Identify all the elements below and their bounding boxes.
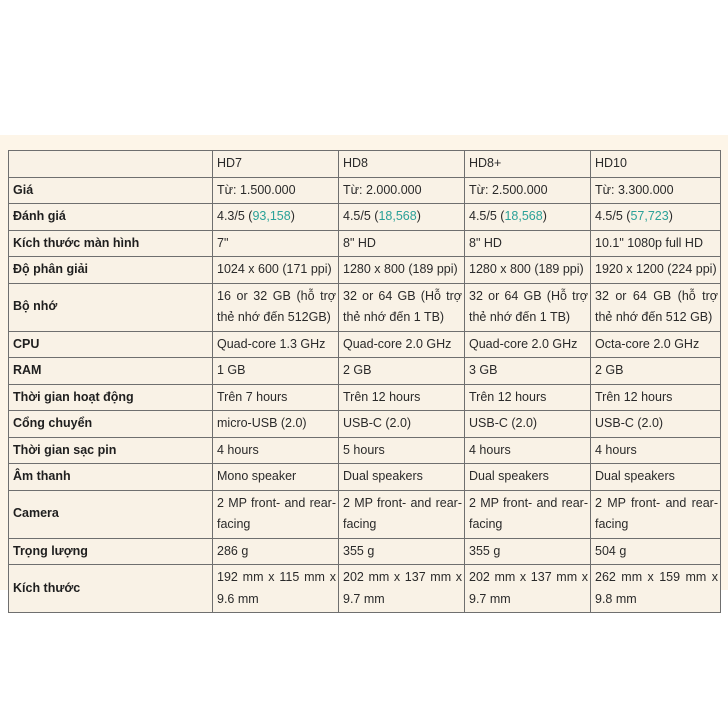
rating-score: 4.3/5 [217, 209, 245, 223]
cell: 32 or 64 GB (Hỗ trợ thẻ nhớ đến 1 TB) [339, 283, 465, 331]
cell: 7" [213, 230, 339, 257]
cell: 8" HD [465, 230, 591, 257]
cell: Từ: 2.000.000 [339, 177, 465, 204]
row-label: CPU [9, 331, 213, 358]
comparison-table [8, 150, 721, 613]
cell: Từ: 3.300.000 [591, 177, 721, 204]
cell: 262 mm x 159 mm x 9.8 mm [591, 565, 721, 613]
cell: Octa-core 2.0 GHz [591, 331, 721, 358]
cell: Trên 12 hours [339, 384, 465, 411]
table-row [9, 464, 721, 491]
row-label: Thời gian hoạt động [9, 384, 213, 411]
table-row [9, 230, 721, 257]
row-label: Kích thước màn hình [9, 230, 213, 257]
cell: 1280 x 800 (189 ppi) [465, 257, 591, 284]
table-row [9, 437, 721, 464]
table-row [9, 204, 721, 231]
cell: 1920 x 1200 (224 ppi) [591, 257, 721, 284]
cell: 2 MP front- and rear-facing [339, 490, 465, 538]
cell: 32 or 64 GB (hỗ trợ thẻ nhớ đến 512 GB) [591, 283, 721, 331]
cell: Trên 7 hours [213, 384, 339, 411]
cell: 4 hours [465, 437, 591, 464]
cell: 8" HD [339, 230, 465, 257]
row-label: Thời gian sạc pin [9, 437, 213, 464]
table-row [9, 490, 721, 538]
table-row [9, 538, 721, 565]
row-label: Trọng lượng [9, 538, 213, 565]
row-label: Kích thước [9, 565, 213, 613]
cell: 1 GB [213, 358, 339, 385]
row-label: Bộ nhớ [9, 283, 213, 331]
row-label: Camera [9, 490, 213, 538]
cell: Trên 12 hours [591, 384, 721, 411]
rating-score: 4.5/5 [595, 209, 623, 223]
review-count-link[interactable]: 93,158 [252, 209, 291, 223]
table-row [9, 411, 721, 438]
table-header-row [9, 151, 721, 178]
review-count-link[interactable]: 18,568 [378, 209, 417, 223]
review-count-link[interactable]: 57,723 [630, 209, 669, 223]
cell: Từ: 2.500.000 [465, 177, 591, 204]
cell: 202 mm x 137 mm x 9.7 mm [465, 565, 591, 613]
cell: 504 g [591, 538, 721, 565]
rating-score: 4.5/5 [343, 209, 371, 223]
cell: 2 GB [591, 358, 721, 385]
cell: 286 g [213, 538, 339, 565]
cell: 355 g [339, 538, 465, 565]
cell: 10.1" 1080p full HD [591, 230, 721, 257]
cell: Mono speaker [213, 464, 339, 491]
cell: 1280 x 800 (189 ppi) [339, 257, 465, 284]
table-row [9, 384, 721, 411]
row-label: Độ phân giải [9, 257, 213, 284]
cell: 2 MP front- and rear-facing [465, 490, 591, 538]
header-hd10: HD10 [591, 151, 721, 178]
row-label: RAM [9, 358, 213, 385]
cell: Quad-core 2.0 GHz [465, 331, 591, 358]
cell: 1024 x 600 (171 ppi) [213, 257, 339, 284]
header-hd8: HD8 [339, 151, 465, 178]
cell: 2 MP front- and rear-facing [213, 490, 339, 538]
review-count-link[interactable]: 18,568 [504, 209, 543, 223]
table-row [9, 331, 721, 358]
cell: micro-USB (2.0) [213, 411, 339, 438]
row-label: Đánh giá [9, 204, 213, 231]
table-row [9, 358, 721, 385]
row-label: Cổng chuyển [9, 411, 213, 438]
cell: Quad-core 2.0 GHz [339, 331, 465, 358]
header-hd7: HD7 [213, 151, 339, 178]
header-empty-cell [9, 151, 213, 178]
cell: 32 or 64 GB (Hỗ trợ thẻ nhớ đến 1 TB) [465, 283, 591, 331]
cell: 5 hours [339, 437, 465, 464]
cell: 16 or 32 GB (hỗ trợ thẻ nhớ đến 512GB) [213, 283, 339, 331]
cell: 4.5/5 (18,568) [339, 204, 465, 231]
cell: USB-C (2.0) [465, 411, 591, 438]
rating-score: 4.5/5 [469, 209, 497, 223]
cell: 355 g [465, 538, 591, 565]
cell: Dual speakers [339, 464, 465, 491]
cell: 4 hours [591, 437, 721, 464]
row-label: Âm thanh [9, 464, 213, 491]
table-row [9, 283, 721, 331]
cell: 4.5/5 (57,723) [591, 204, 721, 231]
cell: USB-C (2.0) [339, 411, 465, 438]
cell: 4.5/5 (18,568) [465, 204, 591, 231]
row-label: Giá [9, 177, 213, 204]
cell: Trên 12 hours [465, 384, 591, 411]
cell: Quad-core 1.3 GHz [213, 331, 339, 358]
cell: 4.3/5 (93,158) [213, 204, 339, 231]
cell: 2 MP front- and rear-facing [591, 490, 721, 538]
cell: 3 GB [465, 358, 591, 385]
table-row [9, 565, 721, 613]
header-hd8-plus: HD8+ [465, 151, 591, 178]
cell: 4 hours [213, 437, 339, 464]
table-row [9, 257, 721, 284]
cell: 192 mm x 115 mm x 9.6 mm [213, 565, 339, 613]
cell: 2 GB [339, 358, 465, 385]
cell: Dual speakers [465, 464, 591, 491]
cell: 202 mm x 137 mm x 9.7 mm [339, 565, 465, 613]
cell: USB-C (2.0) [591, 411, 721, 438]
table-row [9, 177, 721, 204]
cell: Dual speakers [591, 464, 721, 491]
cell: Từ: 1.500.000 [213, 177, 339, 204]
